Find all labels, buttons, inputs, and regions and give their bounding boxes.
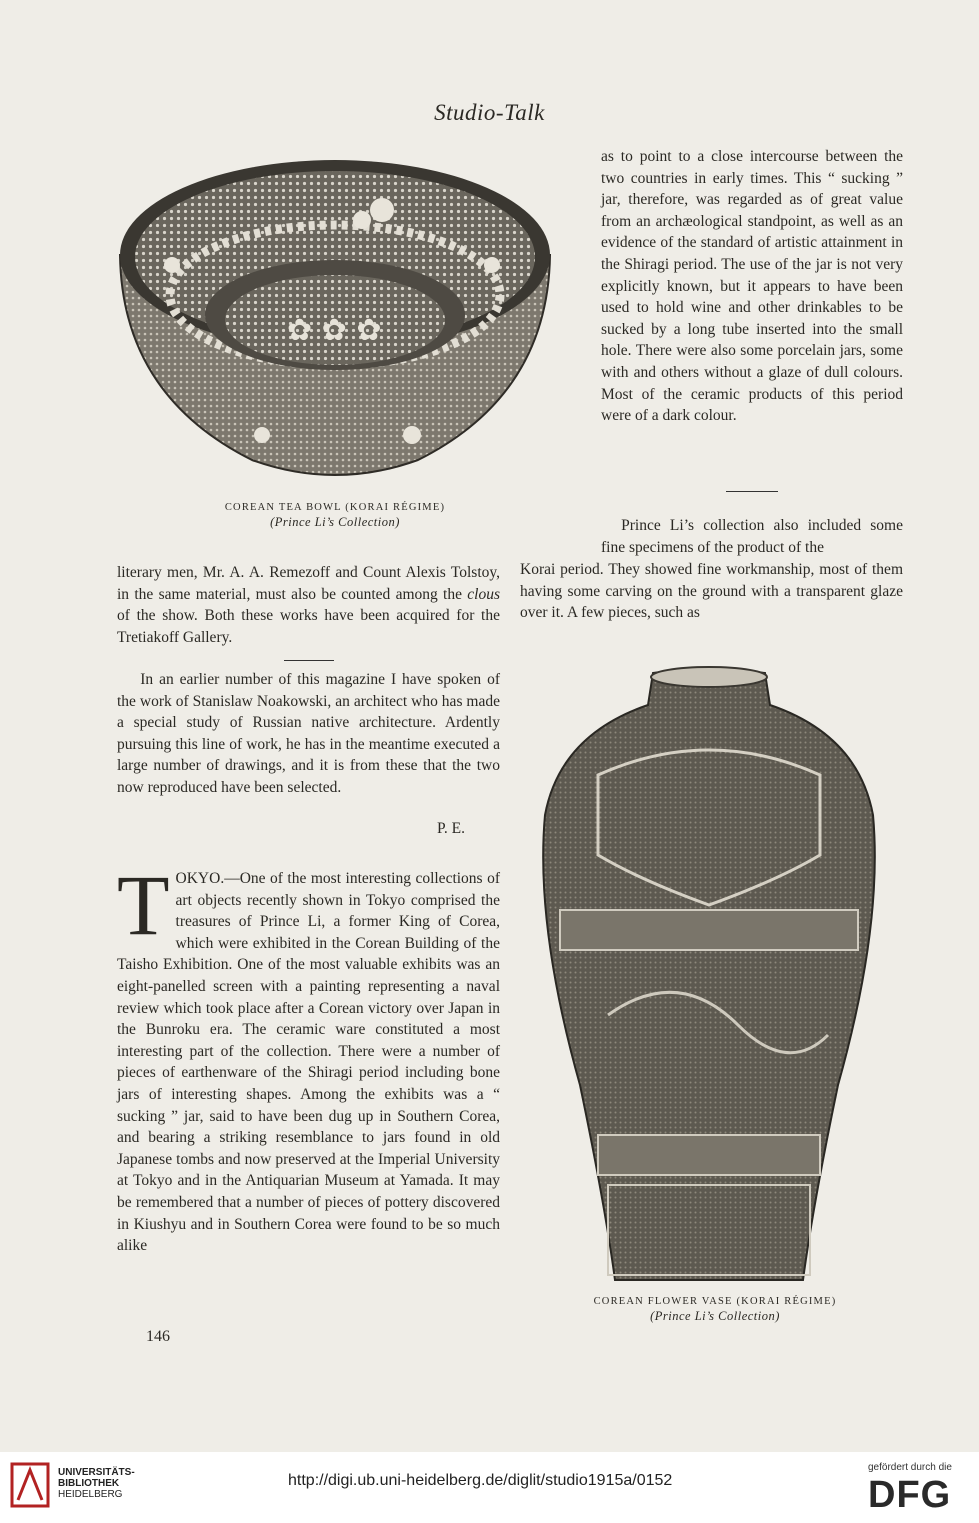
dfg-logo: DFG: [868, 1474, 952, 1516]
left-p1-text-a: literary men, Mr. A. A. Remezoff and Count Alexis Tolstoy, in the same material, must also be counted among the: [117, 564, 500, 603]
tea-bowl-image: [112, 145, 558, 490]
vase-caption-block: [560, 1294, 870, 1324]
vase-credit: (Prince Li’s Collection): [650, 1309, 780, 1323]
vase-caption: COREAN FLOWER VASE (KORAI RÉGIME): [593, 1296, 837, 1307]
bowl-credit: (Prince Li’s Collection): [270, 515, 400, 529]
right-paragraph-1: [601, 146, 903, 427]
right-divider-rule: [726, 491, 778, 492]
library-line-3: HEIDELBERG: [58, 1489, 123, 1500]
right-paragraph-2a: [601, 515, 903, 558]
bowl-caption-block: [140, 500, 530, 530]
library-logo-icon: [10, 1462, 50, 1508]
library-line-2: BIBLIOTHEK: [58, 1478, 120, 1489]
right-p2b-text: Korai period. They showed fine workmanship, most of them having some carving on the ground with a transparent glaze over it. A few pieces, such as: [520, 561, 903, 622]
right-p2a-text: Prince Li’s collection also included some fine specimens of the product of the: [601, 517, 903, 556]
left-p3-text: OKYO.—One of the most interesting collections of art objects recently shown in Tokyo comprised the treasures of Prince Li, a former King of Corea, which were exhibited in the Corean Building of the Taisho Exhibition. One of the most valuable exhibits was an eight-panelled screen with a painting representing a naval review which took place after a Corean victory over Japan in the Bunroku era. The ceramic ware constituted a most interesting part of the collection. There were a number of pieces of earthenware of the Shiragi period including bone jars of interesting shapes. Among the exhibits was a “ sucking ” jar, said to have been dug up in Southern Corea, and bearing a striking resemblance to jars found in old Japanese tombs and now preserved at the Imperial University at Tokyo and in the Antiquarian Museum at Yamada. It may be remembered that a number of pieces of pottery discovered in Kiushyu and in Southern Corea were found to be so much alike: [117, 870, 500, 1255]
left-paragraph-3: [117, 857, 500, 1257]
library-line-1: UNIVERSITÄTS-: [58, 1467, 135, 1478]
left-divider-rule: [284, 660, 334, 661]
left-p1-italic: clous: [467, 585, 500, 603]
drop-cap: T: [117, 857, 170, 953]
left-paragraph-2: [117, 669, 500, 799]
footer-bar: [0, 1452, 979, 1523]
right-paragraph-2b: [520, 559, 903, 624]
left-p2-text: In an earlier number of this magazine I have spoken of the work of Stanislaw Noakowski, an architect who has made a special study of Russian native architecture. Ardently pursuing this line of work, he has in the meantime executed a large number of drawings, and it is from these that the two now reproduced have been selected.: [117, 671, 500, 796]
author-signature: P. E.: [437, 820, 465, 837]
left-paragraph-1: [117, 562, 500, 648]
library-name: [58, 1467, 135, 1500]
permalink-url[interactable]: http://digi.ub.uni-heidelberg.de/diglit/studio1915a/0152: [288, 1472, 673, 1489]
page-number: 146: [146, 1328, 170, 1345]
running-header: Studio-Talk: [434, 100, 545, 125]
right-p1-text: as to point to a close intercourse between the two countries in early times. This “ sucking ” jar, therefore, was regarded as of great value from an archæological standpoint, as well as an evidence of the standard of artistic attainment in the Shiragi period. The use of the jar is not very explicitly known, but it appears to have been used to hold wine and other drinkables to be sucked by a long tube inserted into the small hole. There were also some porcelain jars, some with and others without a glaze of dull colours. Most of the ceramic products of this period were of a dark colour.: [601, 148, 903, 425]
left-p1-text-b: of the show. Both these works have been acquired for the Tretiakoff Gallery.: [117, 607, 500, 646]
svg-text:✿ ✿ ✿: ✿ ✿ ✿: [287, 313, 382, 348]
funded-by-label: gefördert durch die: [868, 1462, 952, 1473]
bowl-caption: COREAN TEA BOWL (KORAI RÉGIME): [224, 502, 446, 513]
flower-vase-image: [538, 665, 880, 1290]
